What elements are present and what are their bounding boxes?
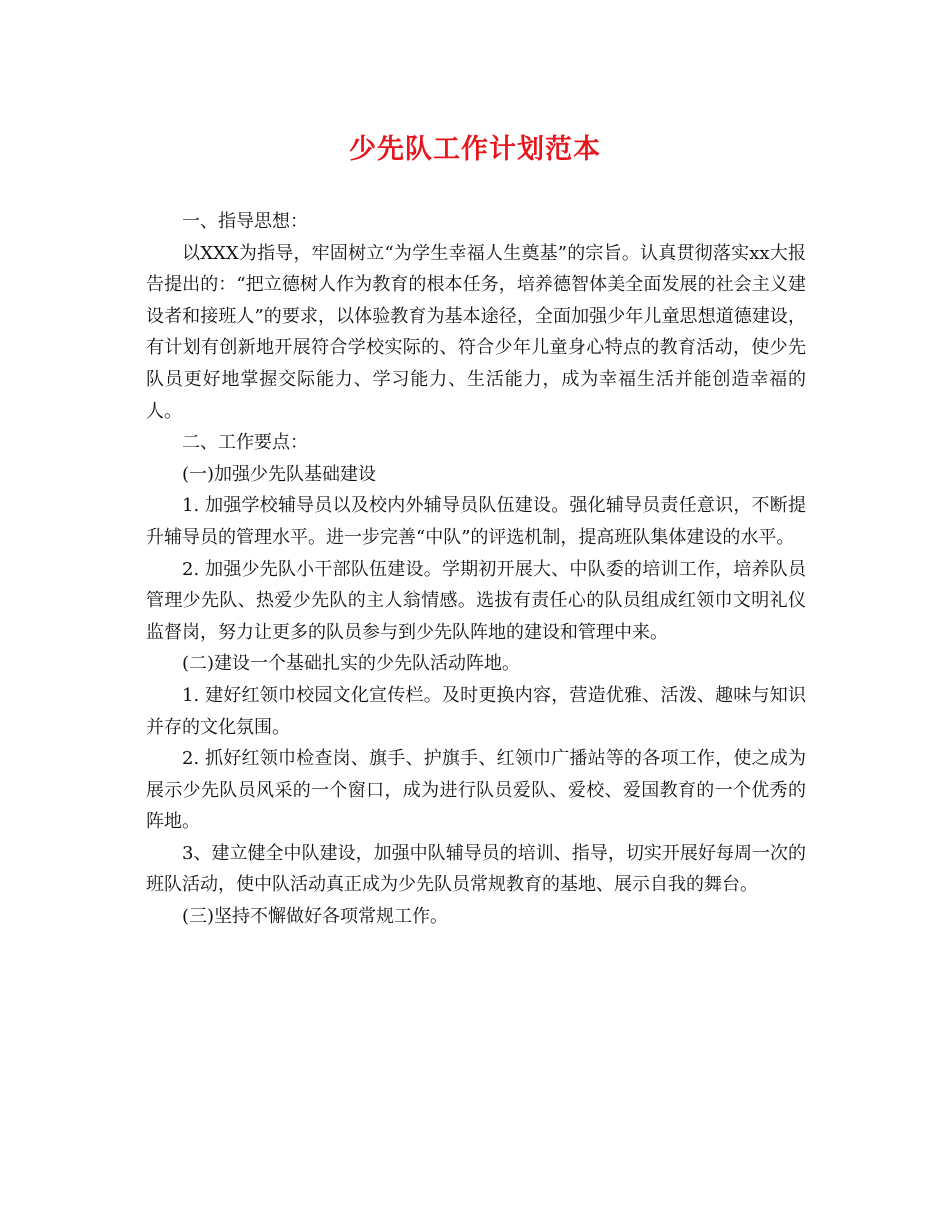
paragraph-section-two-item-3: 3、建立健全中队建设，加强中队辅导员的培训、指导，切实开展好每周一次的班队活动，使中队活动真正成为少先队员常规教育的基地、展示自我的舞台。 [146, 842, 806, 896]
paragraph-guiding-thought: 以XXX为指导，牢固树立“为学生幸福人生奠基”的宗旨。认真贯彻落实xx大报告提出的：“把立德树人作为教育的根本任务，培养德智体美全面发展的社会主义建设者和接班人”的要求，以体验教育为基本途径，全面加强少年儿童思想道德建设，有计划有创新地开展符合学校实际的、符合少年儿童身心特点的教育活动，使少先队员更好地掌握交际能力、学习能力、生活能力，成为幸福生活并能创造幸福的人。 [146, 242, 806, 422]
paragraph-guiding-thought-heading: 一、指导思想： [182, 211, 308, 232]
paragraph-section-two-item-1: 1. 建好红领巾校园文化宣传栏。及时更换内容，营造优雅、活泼、趣味与知识并存的文化氛围。 [146, 684, 806, 738]
paragraph-work-points-heading: 二、工作要点： [182, 432, 308, 454]
paragraph-section-two-item-2: 2. 抓好红领巾检查岗、旗手、护旗手、红领巾广播站等的各项工作，使之成为展示少先队员风采的一个窗口，成为进行队员爱队、爱校、爱国教育的一个优秀的阵地。 [146, 748, 806, 833]
document-body [146, 206, 806, 933]
paragraph-section-one-item-1: 1. 加强学校辅导员以及校内外辅导员队伍建设。强化辅导员责任意识，不断提升辅导员的管理水平。进一步完善“中队”的评选机制，提高班队集体建设的水平。 [146, 495, 806, 548]
paragraph-section-three-heading: (三)坚持不懈做好各项常规工作。 [182, 906, 449, 928]
paragraph-section-one-heading: (一)加强少先队基础建设 [182, 463, 377, 485]
paragraph-section-one-item-2: 2. 加强少先队小干部队伍建设。学期初开展大、中队委的培训工作，培养队员管理少先队、热爱少先队的主人翁情感。选拔有责任心的队员组成红领巾文明礼仪监督岗，努力让更多的队员参与到少先队阵地的建设和管理中来。 [146, 558, 806, 643]
paragraph-section-two-heading: (二)建设一个基础扎实的少先队活动阵地。 [182, 653, 521, 675]
document-title: 少先队工作计划范本 [349, 134, 601, 165]
